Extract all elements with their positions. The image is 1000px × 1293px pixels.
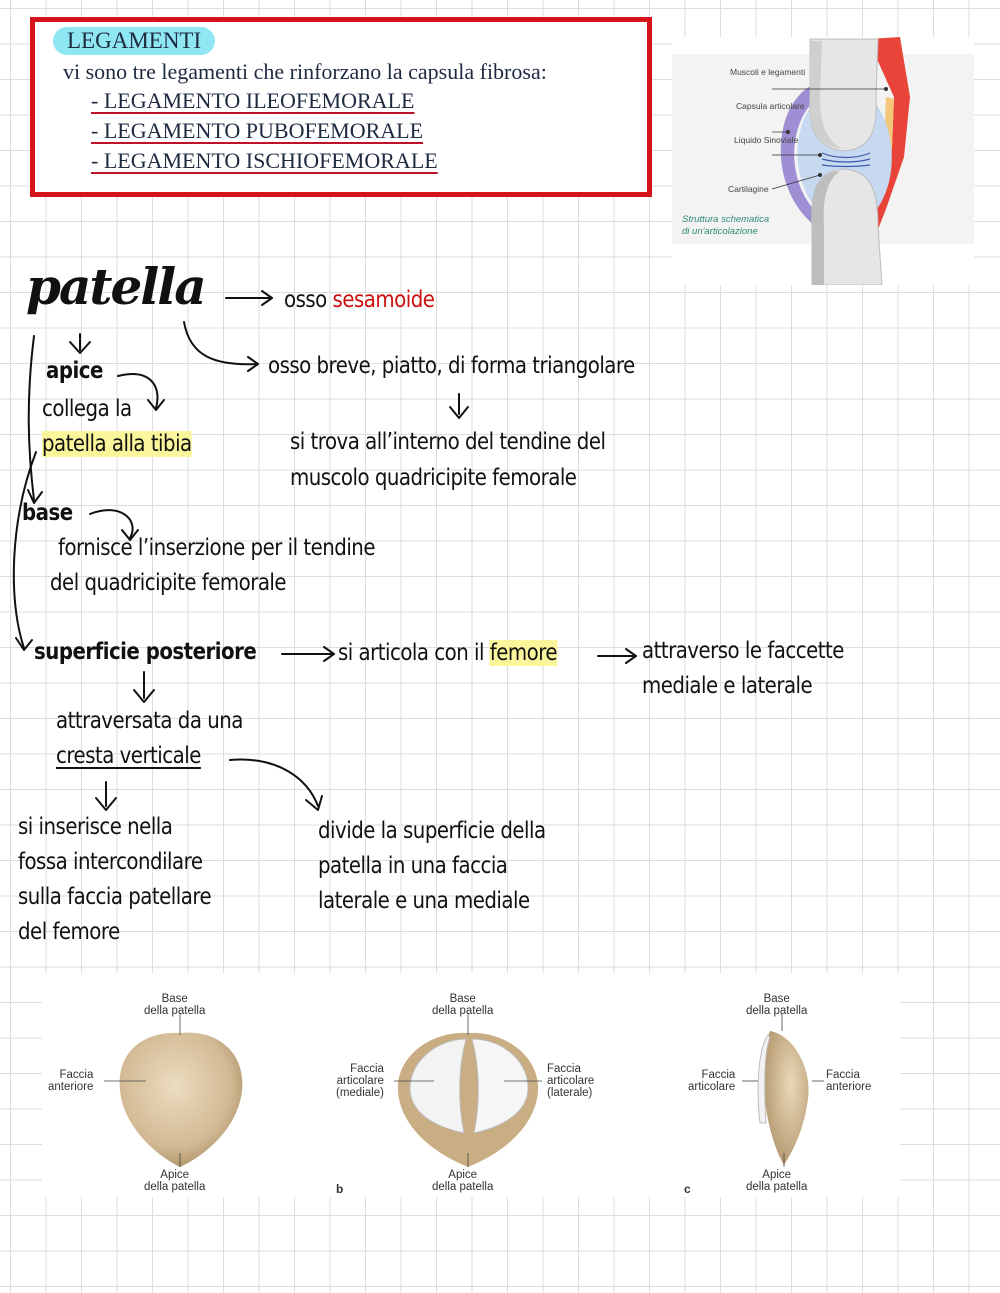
patella-lateral-view xyxy=(764,1031,809,1165)
apice-label: apice xyxy=(46,358,103,384)
inserisce-line3: sulla faccia patellare xyxy=(18,884,212,910)
inserisce-line1: si inserisce nella xyxy=(18,814,173,840)
patella-c-top-label: Base della patella xyxy=(746,993,808,1018)
patella-anterior-view xyxy=(120,1033,243,1167)
inserisce-line4: del femore xyxy=(18,919,120,945)
patella-c-bottom-label: Apice della patella xyxy=(746,1169,808,1194)
patella-b-top-label: Base della patella xyxy=(432,993,494,1018)
joint-label-capsule: Capsula articolare xyxy=(736,101,805,111)
joint-label-cartilage: Cartilagine xyxy=(728,184,769,194)
patella-c-right-label: Faccia anteriore xyxy=(826,1069,872,1094)
cresta-line2: cresta verticale xyxy=(56,743,201,769)
apice-desc-line2: patella alla tibia xyxy=(42,431,192,457)
joint-label-muscles: Muscoli e legamenti xyxy=(730,67,806,77)
base-label: base xyxy=(22,500,73,526)
articola-text: si articola con il femore xyxy=(338,640,558,666)
patella-views xyxy=(42,973,900,1197)
divide-line2: patella in una faccia xyxy=(318,853,508,879)
ligament-item: - LEGAMENTO PUBOFEMORALE xyxy=(91,118,424,143)
patella-b-letter: b xyxy=(336,1182,344,1196)
patella-a-left-label: Faccia anteriore xyxy=(48,1069,94,1094)
base-desc-line2: del quadricipite femorale xyxy=(50,570,287,596)
ligament-item: - LEGAMENTO ISCHIOFEMORALE xyxy=(91,148,438,173)
inserisce-line2: fossa intercondilare xyxy=(18,849,203,875)
joint-label-synovial: Liquido Sinoviale xyxy=(734,135,799,145)
patella-c-left-label: Faccia articolare xyxy=(688,1069,736,1094)
osso-breve-text: osso breve, piatto, di forma triangolare xyxy=(268,353,635,379)
joint-caption-line2: di un'articolazione xyxy=(682,226,758,237)
joint-caption-line1: Struttura schematica xyxy=(682,214,770,225)
cresta-line1: attraversata da una xyxy=(56,708,243,734)
faccette-line1: attraverso le faccette xyxy=(642,638,844,664)
superficie-posteriore-label: superficie posteriore xyxy=(34,639,257,665)
divide-line1: divide la superficie della xyxy=(318,818,546,844)
patella-heading: patella xyxy=(26,257,205,316)
tendine-line2: muscolo quadricipite femorale xyxy=(290,465,577,491)
patella-b-bottom-label: Apice della patella xyxy=(432,1169,494,1194)
arrow-icon xyxy=(184,322,258,364)
osso-sesamoide: osso sesamoide xyxy=(284,287,435,313)
ligaments-intro: vi sono tre legamenti che rinforzano la capsula fibrosa: xyxy=(63,59,547,84)
ligament-item: - LEGAMENTO ILEOFEMORALE xyxy=(91,88,415,113)
base-desc-line1: fornisce l’inserzione per il tendine xyxy=(58,535,375,561)
patella-a-top-label: Base della patella xyxy=(144,993,206,1018)
patella-a-bottom-label: Apice della patella xyxy=(144,1169,206,1194)
tendine-line1: si trova all’interno del tendine del xyxy=(290,429,606,455)
faccette-line2: mediale e laterale xyxy=(642,673,813,699)
ligaments-title: LEGAMENTI xyxy=(53,27,215,55)
patella-b-left-label: Faccia articolare (mediale) xyxy=(336,1063,384,1100)
apice-desc-line1: collega la xyxy=(42,396,132,422)
divide-line3: laterale e una mediale xyxy=(318,888,530,914)
patella-c-letter: c xyxy=(684,1182,691,1196)
patella-b-right-label: Faccia articolare (laterale) xyxy=(547,1063,595,1100)
